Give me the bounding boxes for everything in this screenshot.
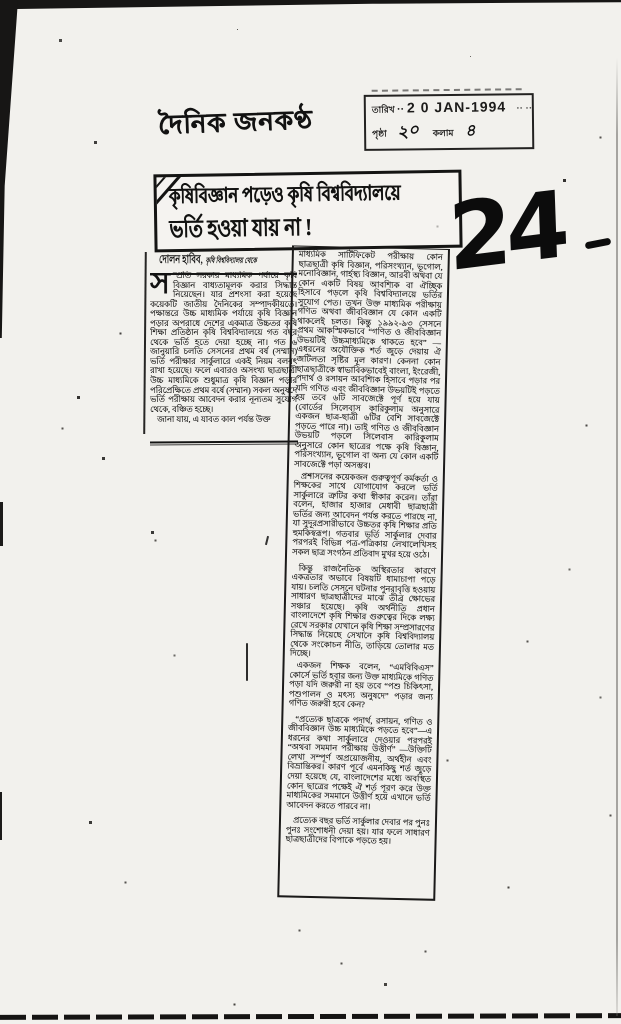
scan-left-tick-artifact: [0, 502, 3, 546]
page-value-handwritten: ২০: [395, 119, 421, 144]
newspaper-masthead-title: দৈনিক জনকণ্ঠ: [157, 105, 314, 140]
page-right-edge-line: [616, 58, 618, 1016]
date-dots: ··: [396, 103, 405, 116]
byline-reporter-name: দোলন হাবিব,: [159, 254, 203, 266]
handwritten-archive-number: 24: [446, 170, 566, 293]
paragraph: কিন্তু রাজনৈতিক অস্থিরতার কারণে একত্রতার অভাবে বিষয়টি ধামাচাপা পড়ে যায়। চলতি সেসনে ঘটনার পুনরাবৃত্তি হওয়ায় সাধারণ ছাত্রছাত্রীদের মাঝে তীব্র ক্ষোভের সঞ্চার হয়েছে। কৃষি অর্থনীতি প্রধান বাংলাদেশে কৃষি শিক্ষার গুরুত্বের দিকে লক্ষ্য রেখে সরকার যেখানে কৃষি শিক্ষা সম্প্রসারণের সিদ্ধান্ত নিয়েছে সেখানে কৃষি বিশ্ববিদ্যালয় থেকে সংকোচন নীতি, তাড়িয়ে তোলার মত দিচ্ছে।: [289, 563, 436, 659]
scan-left-edge-artifact: [0, 0, 18, 338]
article-right-column: [277, 245, 450, 900]
paragraph: “প্রত্যেক ছাত্রকে পদার্থ, রসায়ন, গণিত ও জীববিজ্ঞান উচ্চ মাধ্যমিকে পড়তে হবে”—এ ধরনের কথা সার্কুলারে দেওয়ার পরপরই “অথবা সমমান পরীক্ষায় উত্তীর্ণ” —উক্তিটি লেখা সম্পূর্ণ অপ্রয়োজনীয়, অর্থহীন এবং বিভ্রান্তিকর। কারণ পূর্বে এমনকিছু শর্ত জুড়ে দেয়া হয়েছে যে, বাংলাদেশের মধ্যে অবস্থিত কোন ছাত্রের পক্ষেই ঐ শর্ত পূরণ করে উক্ত মাধ্যমিকের সমমানে উত্তীর্ণ হয়ে এখানে ভর্তি আবেদন করতে পারবে না।: [286, 714, 433, 811]
date-stamp-value: 2 0 JAN-1994: [406, 98, 507, 116]
stamp-page-row: [372, 117, 526, 147]
paragraph: মাধ্যমিক সার্টিফিকেট পরীক্ষায় কোন ছাত্রছাত্রী কৃষি বিজ্ঞান, পরিসংখ্যান, ভূগোল, মনোবিজ্ঞান, গার্হস্থ্য বিজ্ঞান, আরবী অথবা যে কোন একটি বিষয় আবশ্যিক বা ঐচ্ছিক হিসাবে পড়লে কৃষি বিশ্ববিদ্যালয়ে ভর্তির সুযোগ পেত। তখন উক্ত মাধ্যমিক পরীক্ষায় গণিত অথবা জীববিজ্ঞান যে কোন একটি থাকলেই চলত। কিন্তু ১৯৯২-৯৩ সেসনে প্রথম আকস্মিকভাবে “গণিত ও জীববিজ্ঞান উভয়টিই উচ্চমাধ্যমিকে থাকতে হবে” —এধরনের অযৌক্তিক শর্ত জুড়ে দেয়ায় ঐ জটিলতা সৃষ্টির মূল কারণ। কেননা কোন ছাত্রছাত্রীকে স্বাভাবিকভাবেই বাংলা, ইংরেজী, পদার্থ ও রসায়ন আবশ্যিক হিসাবে পড়ার পর যদি গণিত এবং জীববিজ্ঞান উভয়টিই পড়তে হয় তবে ৬টি সাবজেক্টে পূর্ণ হয়ে যায় (বোর্ডের সিলেবাস কারিকুলাম অনুসারে একজন ছাত্র-ছাত্রী ৬টির বেশি সাবজেক্টে পড়তে পারে না)। তাই গণিত ও জীববিজ্ঞান উভয়টি পড়লে সিলেবাস কারিকুলাম অনুসারে কোন ছাত্রের পক্ষে কৃষি বিজ্ঞান, পরিসংখ্যান, ভূগোল বা অন্য যে কোন একটি সাবজেক্টে পড়া অসম্ভব।: [293, 249, 443, 471]
article-left-column: [150, 271, 297, 438]
page-label: পৃষ্ঠা: [372, 128, 387, 139]
scan-top-edge-artifact: [0, 0, 621, 10]
headline-box: [153, 170, 462, 253]
byline-source: কৃষি বিশ্ববিদ্যালয় থেকে: [205, 256, 257, 265]
scan-left-tick-artifact: [0, 792, 2, 840]
date-trailing-dots: ·· ··: [516, 103, 533, 115]
dropcap-letter: স: [150, 271, 170, 300]
stamp-date-row: [371, 98, 533, 118]
date-stamp-box: [364, 93, 535, 151]
paragraph: একজন শিক্ষক বলেন, “এমবিবিএস” কোর্সে ভর্তি হবার জন্য উক্ত মাধ্যমিকে গণিত পড়া যদি জরুরী না হয় তবে “পশু চিকিৎসা, পশুপালন ও মৎস্য অনুষদে” পড়ার জন্য গণিত জরুরী হবে কেন?: [288, 660, 434, 710]
stray-ink-mark: [246, 643, 248, 681]
scan-noise-speckles: [0, 0, 1, 1]
column-value-handwritten: ৪: [464, 120, 477, 141]
date-label: তারিখ: [371, 104, 395, 115]
paragraph-text: ম্প্রতি সরকার মাধ্যমিক পর্যায়ে কৃষি বিজ্ঞান বাধ্যতামূলক করার সিদ্ধান্ত নিয়েছেন। যার প্রশংসা করা হয়েছে কয়েকটি জাতীয় দৈনিকের সম্পাদকীয়তে। পক্ষান্তরে উচ্চ মাধ্যমিক পর্যায়ে কৃষি বিজ্ঞান পড়ার অপরাধে দেশের একমাত্র উচ্চতর কৃষি শিক্ষা প্রতিষ্ঠান কৃষি বিশ্ববিদ্যালয়ে গত বছর থেকে ভর্তি হতে দেয়া হচ্ছে না। গত ৬ জানুয়ারি চলতি সেসনের প্রথম বর্ষ (সম্মান) ভর্তি পরীক্ষার সার্কুলারে একই নিয়ম বলবৎ রাখা হয়েছে। ফলে এবারও অসংখ্য ছাত্রছাত্রী উচ্চ মাধ্যমিকে শুধুমাত্র কৃষি বিজ্ঞান পড়ার পরিপ্রেক্ষিতে প্রথম বর্ষে (সম্মান) সকল অনুষদে ভর্তি পরীক্ষায় আবেদন করার নূন্যতম সুযোগ থেকে, বঞ্চিত হচ্ছে।: [150, 271, 297, 414]
column-label: কলাম: [432, 127, 454, 139]
paragraph: [150, 271, 297, 414]
paragraph: জানা যায়, এ যাবত কাল পর্যন্ত উক্ত: [157, 415, 271, 425]
scan-bottom-edge-artifact: [0, 1013, 621, 1020]
headline-line-2: ভর্তি হওয়া যায় না !: [169, 214, 312, 244]
headline-line-1: কৃষিবিজ্ঞান পড়েও কৃষি বিশ্ববিদ্যালয়ে: [168, 180, 401, 209]
handwritten-dash-mark: [585, 238, 612, 250]
paragraph: প্রশাসনের কয়েকজন গুরুত্বপূর্ণ কর্মকর্তা ও শিক্ষকের সাথে যোগাযোগ করলে ভর্তি সার্কুলারে ত্রুটির কথা স্বীকার করেন। তাঁরা বলেন, হাজার হাজার মেধাবী ছাত্রছাত্রী ভর্তির জন্য আবেদন পর্যন্ত করতে পারছে না, যা সুদূরপ্রসারীভাবে উচ্চতর কৃষি শিক্ষার প্রতি হুমকিস্বরূপ। গতবার ভর্তি সার্কুলার দেবার পরপরই বিভিন্ন পত্র-পত্রিকায় লেখালেখিসহ সকল ছাত্র সংগঠন প্রতিবাদ মুখর হয়ে ওঠে।: [291, 471, 438, 560]
stray-ink-mark: [265, 536, 269, 545]
paragraph: প্রত্যেক বছর ভর্তি সার্কুলার দেবার পর পুনঃ পুনঃ সংশোধনী দেয়া হয়। যার ফলে সাধারণ ছাত্রছাত্রীদের বিপাকে পড়তে হয়।: [285, 815, 431, 847]
clipping-left-border: [143, 252, 147, 434]
left-column-bottom-rule: [150, 440, 298, 445]
